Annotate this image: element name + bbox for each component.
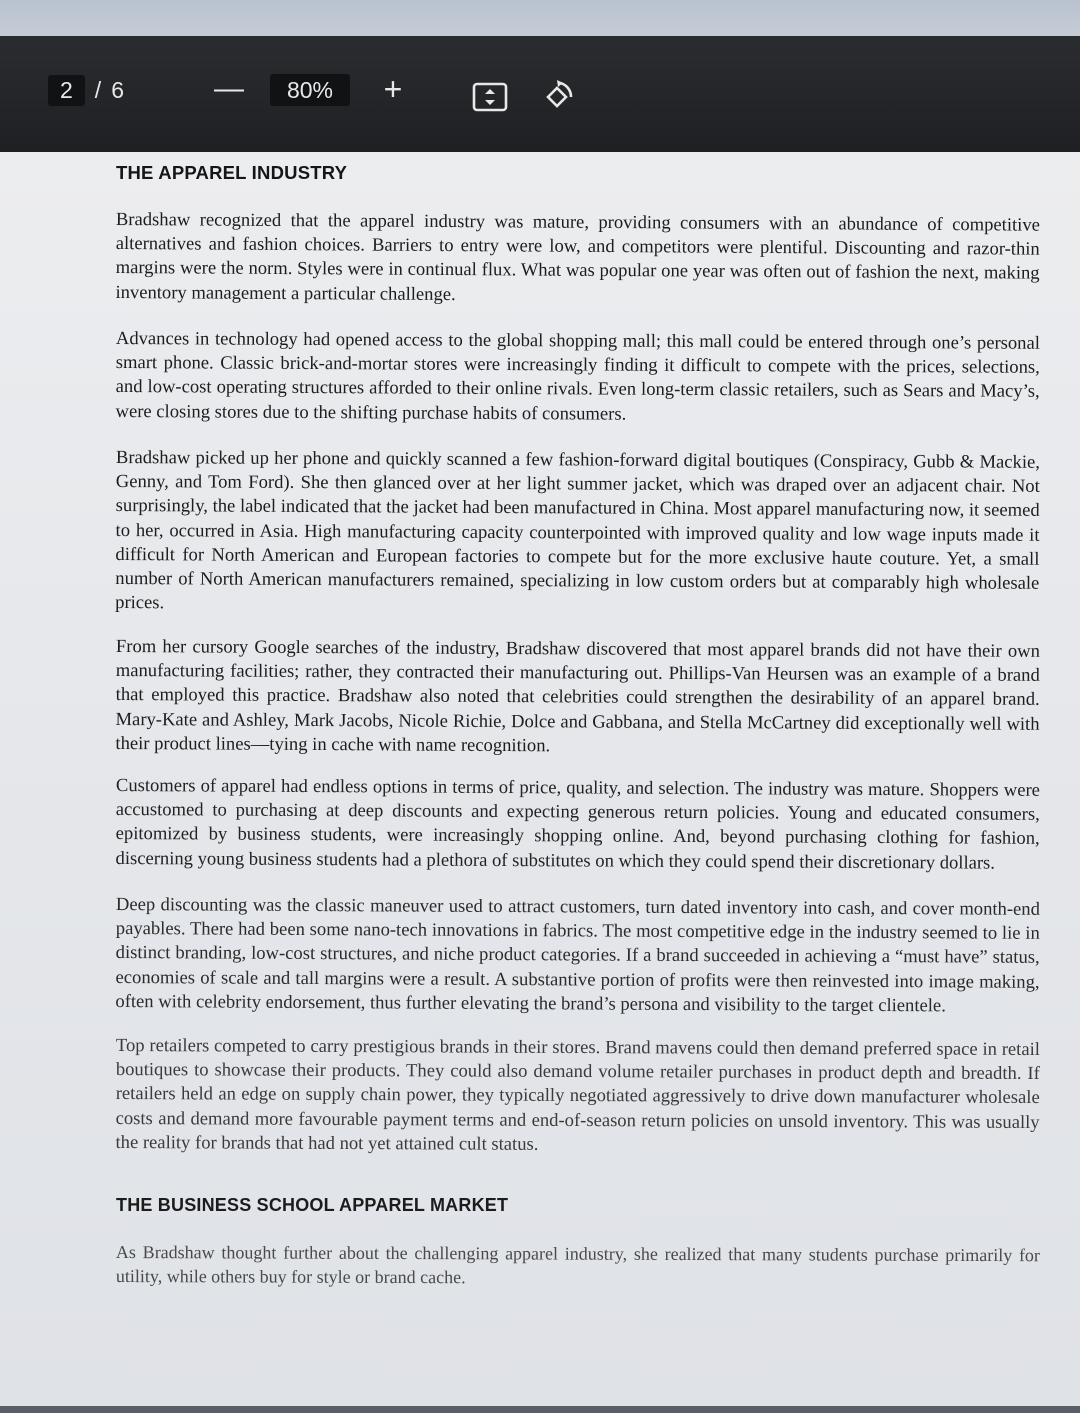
section-heading-business-school-market: THE BUSINESS SCHOOL APPAREL MARKET: [116, 1194, 509, 1215]
page-separator: /: [94, 76, 102, 103]
paragraph: Top retailers competed to carry prestigious brands in their stores. Brand mavens could then demand preferred space in retail boutiques to showcase their products. They could also demand volume retailer purchases in product depth and breadth. If retailers held an edge on supply chain power, they typically negotiated aggressively to drive down manufacturer wholesale costs and demand more favourable payment terms and end-of-season return policies on unsold inventory. This was usually the reality for brands that had not yet attained cult status.: [115, 1034, 1040, 1155]
bottom-edge: [0, 1406, 1080, 1413]
fit-page-button[interactable]: [472, 82, 508, 112]
zoom-in-button[interactable]: +: [383, 71, 403, 107]
document-page: [0, 152, 1080, 1408]
pdf-toolbar: [0, 36, 1080, 152]
paragraph: Bradshaw picked up her phone and quickly scanned a few fashion-forward digital boutiques (Conspiracy, Gubb & Mackie, Genny, and Tom Ford). She then glanced over at her light summer jacket, which was draped over an adjacent chair. Not surprisingly, the label indicated that the jacket had been manufactured in China. Most apparel manufacturing now, it seemed to her, occurred in Asia. High manufacturing capacity counterpointed with improved quality and low wage inputs made it difficult for North American and European factories to compete but for the more exclusive haute couture. Yet, a small number of North American manufacturers remained, specializing in low custom orders but at comparably high wholesale prices.: [115, 446, 1040, 614]
zoom-level-input[interactable]: 80%: [270, 74, 350, 106]
section-heading-apparel-industry: THE APPAREL INDUSTRY: [116, 162, 348, 183]
document-content: [116, 162, 1040, 1306]
current-page-input[interactable]: 2: [48, 75, 85, 106]
fit-page-icon: [472, 82, 508, 112]
paragraph: Bradshaw recognized that the apparel industry was mature, providing consumers with an abundance of competitive alternatives and fashion choices. Barriers to entry were low, and competitors were plentiful. Discounting and razor-thin margins were the norm. Styles were in continual flux. What was popular one year was often out of fashion the next, making inventory management a particular challenge.: [115, 208, 1040, 305]
paragraph: From her cursory Google searches of the industry, Bradshaw discovered that most apparel brands did not have their own manufacturing facilities; rather, they contracted their manufacturing out. Phillips-Van Heursen was an example of a brand that employed this practice. Bradshaw also noted that celebrities could strengthen the desirability of an apparel brand. Mary-Kate and Ashley, Mark Jacobs, Nicole Richie, Dolce and Gabbana, and Stella McCartney did exceptionally well with their product lines—tying in cache with name recognition.: [115, 636, 1040, 757]
rotate-icon: [538, 78, 576, 116]
paragraph: Customers of apparel had endless options in terms of price, quality, and selection. The industry was mature. Shoppers were accustomed to purchasing at deep discounts and expecting generous return policies. Young and educated consumers, epitomized by business students, were increasingly shopping online. And, beyond purchasing clothing for fashion, discerning young business students had a plethora of substitutes on which they could spend their discretionary dollars.: [115, 775, 1040, 874]
paragraph: Advances in technology had opened access to the global shopping mall; this mall could be entered through one’s personal smart phone. Classic brick-and-mortar stores were increasingly finding it difficult to compete with the prices, selections, and low-cost operating structures afforded to their online rivals. Even long-term classic retailers, such as Sears and Macy’s, were closing stores due to the shifting purchase habits of consumers.: [115, 327, 1040, 425]
paragraph: Deep discounting was the classic maneuver used to attract customers, turn dated inventory into cash, and cover month-end payables. There had been some nano-tech innovations in fabrics. The most competitive edge in the industry seemed to lie in distinct branding, low-cost structures, and niche product categories. If a brand succeeded in achieving a “must have” status, economies of scale and tall margins were a result. A substantive portion of profits were then reinvested into image making, often with celebrity endorsement, thus further elevating the brand’s persona and visibility to the target clientele.: [115, 893, 1040, 1017]
rotate-button[interactable]: [538, 78, 576, 116]
paragraph: As Bradshaw thought further about the challenging apparel industry, she realized that many students purchase primarily for utility, while others buy for style or brand cache.: [115, 1241, 1040, 1288]
page-indicator: [48, 74, 158, 106]
browser-top-band: [0, 0, 1080, 36]
zoom-out-button[interactable]: —: [214, 72, 244, 105]
total-pages: 6: [111, 76, 124, 103]
